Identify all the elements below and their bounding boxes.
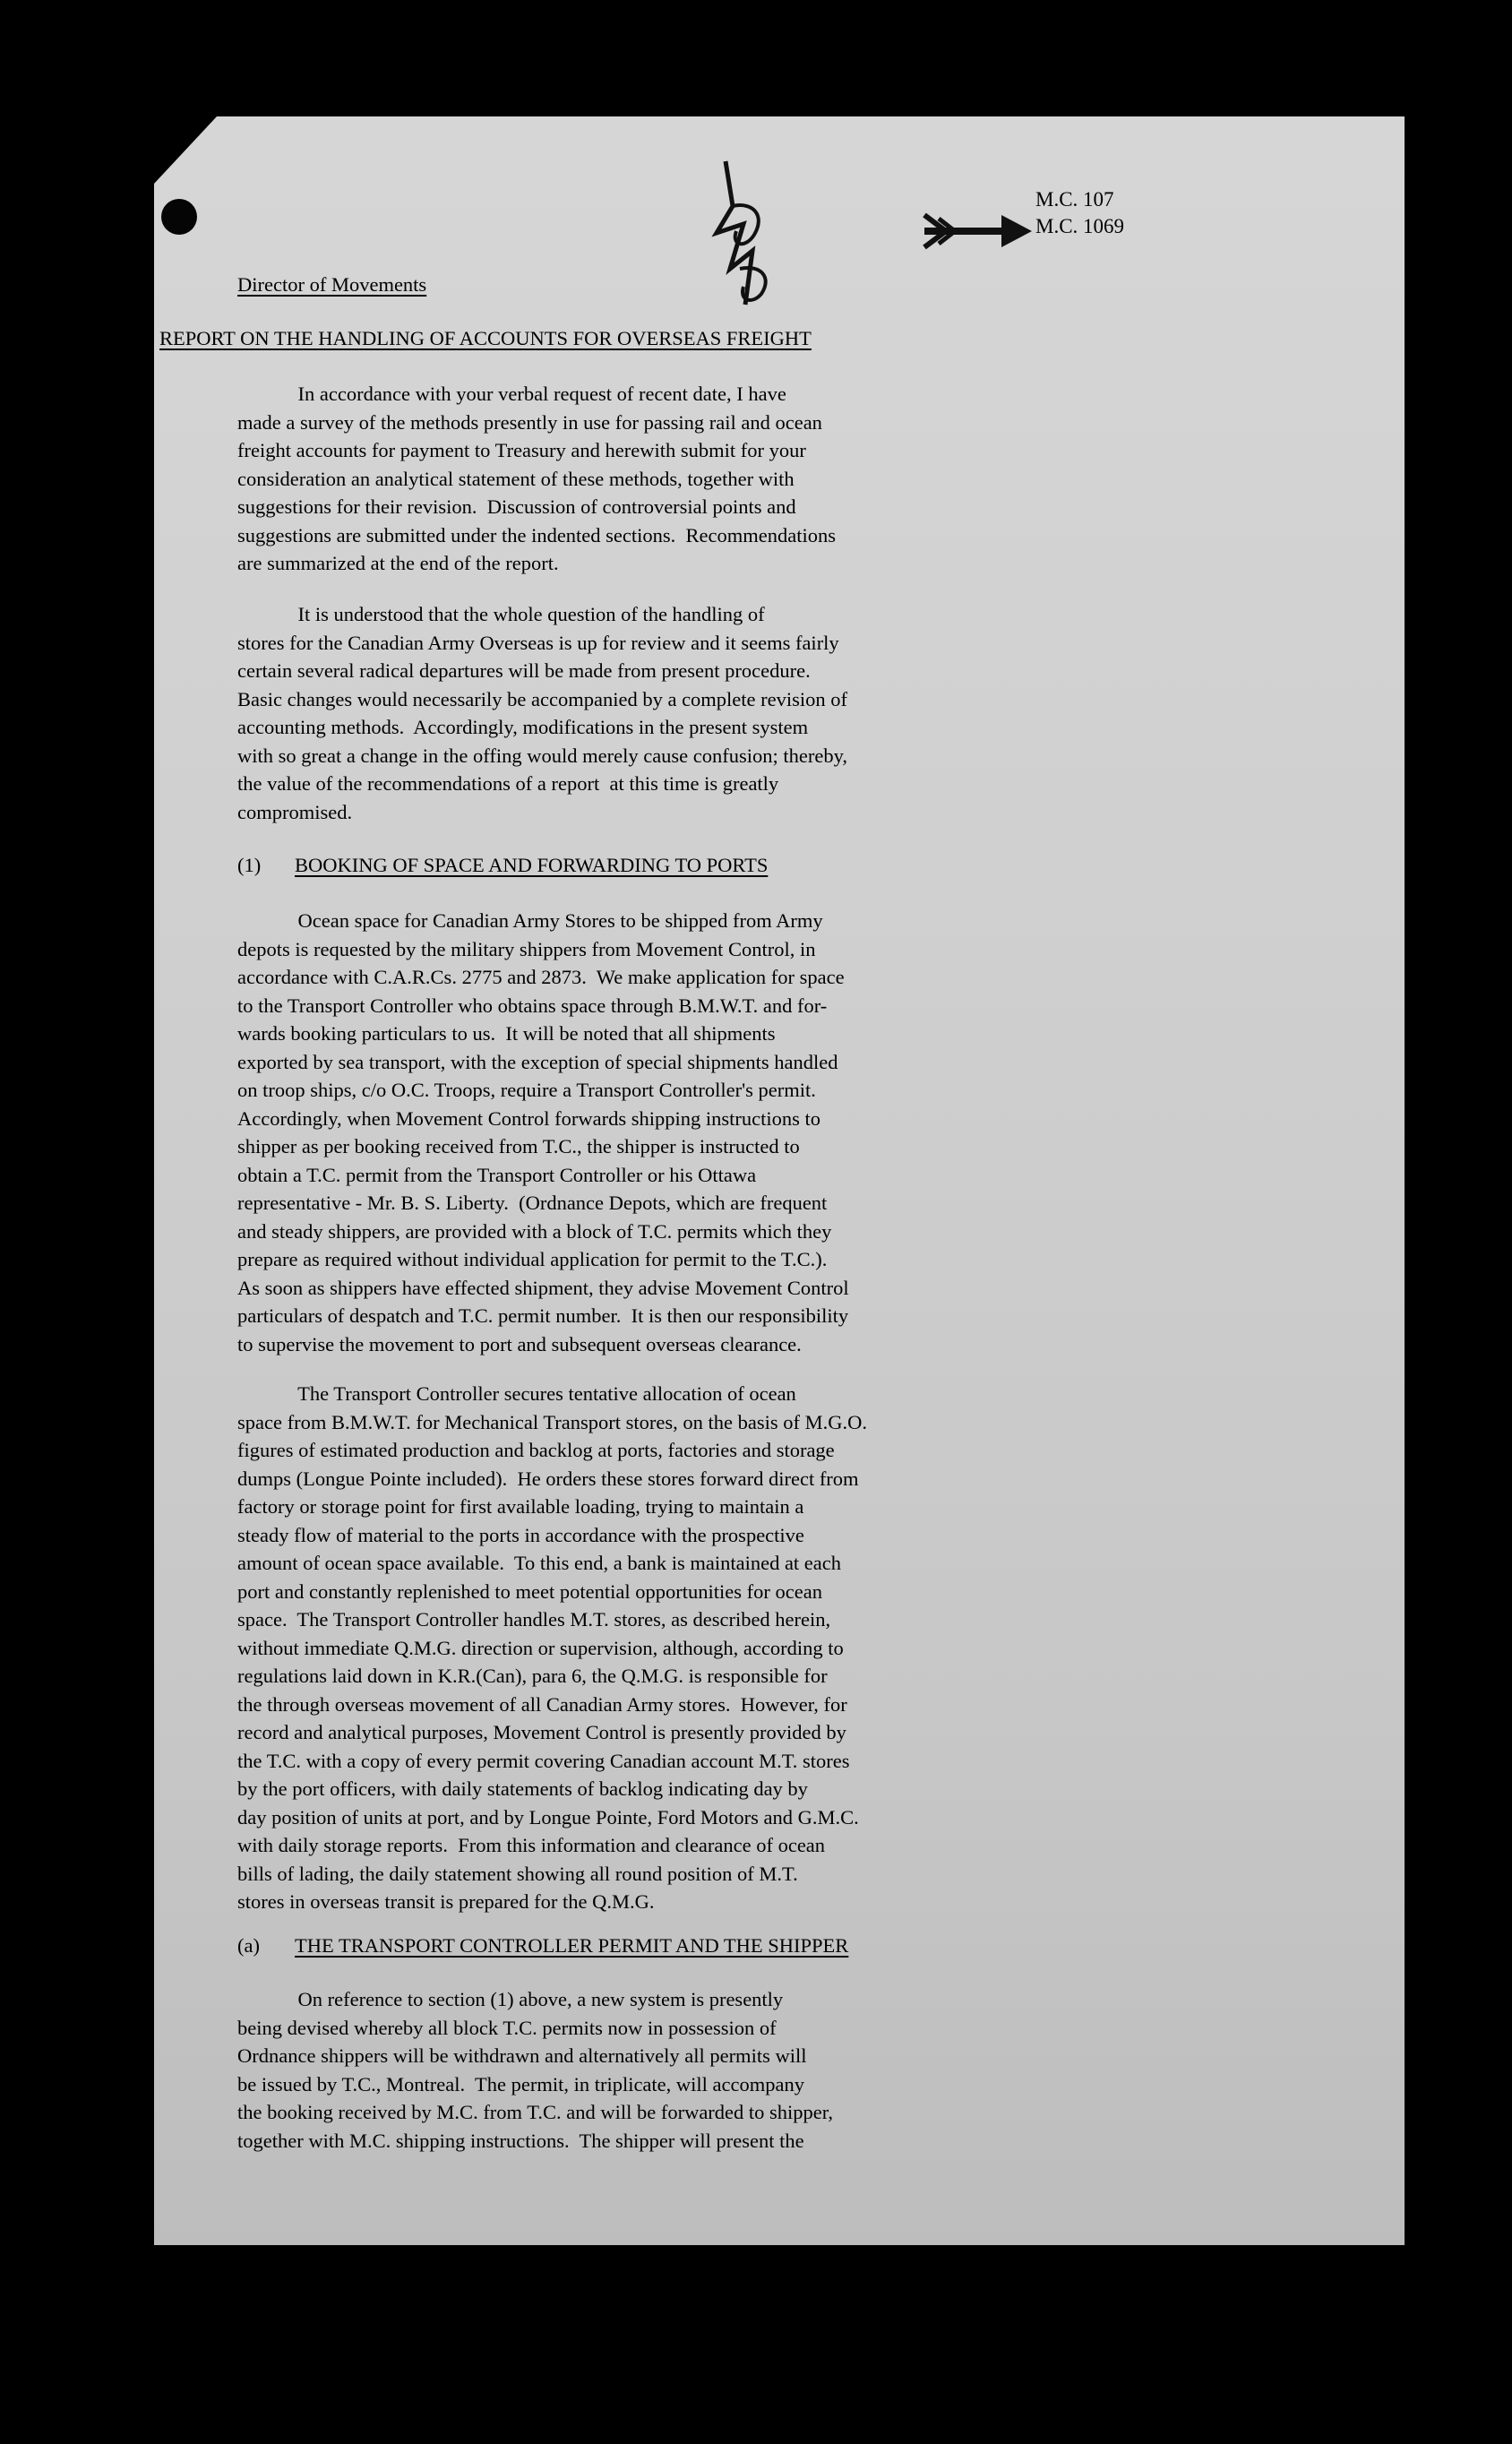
intro-paragraph-2: It is understood that the whole question of the handling of stores for the Canadian Army Overseas is up for review and it seems fairly certain several radical departures will be made from present procedure. Basic changes would necessarily be accompanied by a complete revision of accounting methods. Accordingly, modifications in the present system with so great a change in the offing would merely cause confusion; thereby, the value of the recommendations of a report at this time is greatly compromised. (237, 603, 848, 823)
reference-line-1: M.C. 107 (1035, 188, 1114, 211)
section-1-paragraph-2: The Transport Controller secures tentative allocation of ocean space from B.M.W.T. for Mechanical Transport stores, on the basis of M.G.O. figures of estimated production and backlog at ports, factories and storage dumps (Longue Pointe included). He orders these stores forward direct from factory or storage point for first available loading, trying to maintain a steady flow of material to the ports in accordance with the prospective amount of ocean space available. To this end, a bank is maintained at each port and constantly replenished to meet potential opportunities for ocean space. The Transport Controller handles M.T. stores, as described herein, without immediate Q.M.G. direction or supervision, although, according to regulations laid down in K.R.(Can), para 6, the Q.M.G. is responsible for the through overseas movement of all Canadian Army stores. However, for record and analytical purposes, Movement Control is presently provided by the T.C. with a copy of every permit covering Canadian account M.T. stores by the port officers, with daily statements of backlog indicating day by day position of units at port, and by Longue Pointe, Ford Motors and G.M.C. with daily storage reports. From this information and clearance of ocean bills of lading, the daily statement showing all round position of M.T. stores in overseas transit is prepared for the Q.M.G. (237, 1382, 868, 1913)
section-a-paragraph-1: On reference to section (1) above, a new system is presently being devised whereby all block T.C. permits now in possession of Ordnance shippers will be withdrawn and alternatively all permits will be issued by T.C., Montreal. The permit, in triplicate, will accompany the booking received by M.C. from T.C. and will be forwarded to shipper, together with M.C. shipping instructions. The shipper will present the (237, 1988, 833, 2152)
reference-line-2: M.C. 1069 (1035, 215, 1125, 237)
section-1-title: BOOKING OF SPACE AND FORWARDING TO PORTS (295, 854, 769, 876)
section-1-number: (1) (237, 854, 262, 876)
intro-paragraph-1: In accordance with your verbal request of recent date, I have made a survey of the methods presently in use for passing rail and ocean freight accounts for payment to Treasury and herewith submit for your consideration an analytical statement of these methods, together with suggestions for their revision. Discussion of controversial points and suggestions are submitted under the indented sections. Recommendations are summarized at the end of the report. (237, 383, 836, 574)
section-1-paragraph-1: Ocean space for Canadian Army Stores to be shipped from Army depots is requested by the military shippers from Movement Control, in accordance with C.A.R.Cs. 2775 and 2873. We make application for space to the Transport Controller who obtains space through B.M.W.T. and for- wards booking particulars to us. It will be noted that all shipments exported by sea transport, with the exception of special shipments handled on troop ships, c/o O.C. Troops, require a Transport Controller's permit. Accordingly, when Movement Control forwards shipping instructions to shipper as per booking received from T.C., the shipper is instructed to obtain a T.C. permit from the Transport Controller or his Ottawa representative - Mr. B. S. Liberty. (Ordnance Depots, which are frequent and steady shippers, are provided with a block of T.C. permits which they prepare as required without individual application for permit to the T.C.). As soon as shippers have effected shipment, they advise Movement Control particulars of despatch and T.C. permit number. It is then our responsibility to supervise the movement to port and subsequent overseas clearance. (237, 909, 849, 1355)
section-a-title: THE TRANSPORT CONTROLLER PERMIT AND THE SHIPPER (295, 1934, 849, 1957)
section-a-heading (237, 1932, 1276, 1960)
punch-hole (161, 199, 197, 235)
section-a-number: (a) (237, 1934, 260, 1957)
report-title: REPORT ON THE HANDLING OF ACCOUNTS FOR OVERSEAS FREIGHT (159, 327, 812, 349)
arrow-stamp-icon (919, 206, 1035, 256)
addressee: Director of Movements (237, 273, 427, 296)
file-reference-numbers (1035, 186, 1233, 240)
section-1-heading (237, 851, 1276, 880)
